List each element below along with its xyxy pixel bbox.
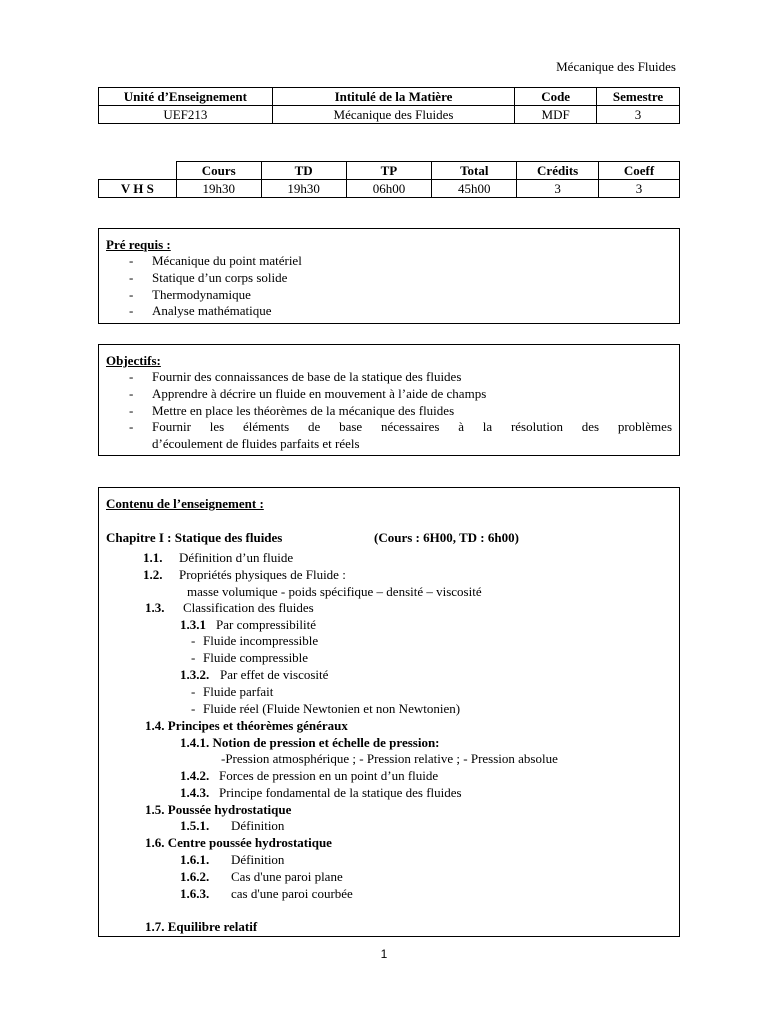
objective-item: Fournir des connaissances de base de la statique des fluides (152, 369, 462, 384)
course-table-cell: MDF (515, 106, 597, 124)
hours-table-cell: 06h00 (346, 180, 432, 198)
subsection-number: 1.6.2. (180, 869, 210, 884)
course-table-row (99, 106, 680, 124)
hours-table-header: Coeff (599, 162, 680, 180)
list-item: Fluide parfait (203, 684, 274, 699)
list-bullet: - (129, 303, 134, 318)
subsection-title: Par compressibilité (216, 617, 317, 632)
prerequisite-item: Mécanique du point matériel (152, 253, 302, 268)
objective-item: Apprendre à décrire un fluide en mouvement à l’aide de champs (152, 386, 487, 401)
objective-item: Mettre en place les théorèmes de la mécanique des fluides (152, 403, 455, 418)
hours-table-header: Crédits (517, 162, 599, 180)
course-table (98, 87, 680, 124)
hours-table-cell: 3 (599, 180, 680, 198)
section-detail: masse volumique - poids spécifique – densité – viscosité (187, 584, 482, 599)
list-bullet: - (129, 253, 134, 268)
subsection-number: 1.6.1. (180, 852, 210, 867)
list-bullet: - (129, 386, 134, 401)
subsection-title: Forces de pression en un point d’un fluide (219, 768, 439, 783)
content-box (98, 487, 680, 937)
chapter-title: Chapitre I : Statique des fluides (106, 530, 283, 545)
objective-item-continuation: d’écoulement de fluides parfaits et réels (152, 436, 360, 451)
prerequisites-title: Pré requis : (106, 237, 171, 252)
objective-item: Fournir les éléments de base nécessaires à la résolution des problèmes (152, 419, 672, 434)
hours-table-cell: 19h30 (176, 180, 261, 198)
subsection-number: 1.5.1. (180, 818, 210, 833)
subsection-title: Cas d'une paroi plane (231, 869, 343, 884)
list-bullet: - (191, 684, 196, 699)
hours-table-cell: 19h30 (261, 180, 346, 198)
course-table-header: Semestre (597, 88, 680, 106)
hours-table-header: TD (261, 162, 346, 180)
section-detail: -Pression atmosphérique ; - Pression relative ; - Pression absolue (221, 751, 558, 766)
list-bullet: - (191, 650, 196, 665)
subsection-title: Par effet de viscosité (220, 667, 329, 682)
hours-table (98, 161, 680, 198)
section-title: Définition d’un fluide (179, 550, 294, 565)
subsection-title: Définition (231, 852, 285, 867)
subsection-title: Principe fondamental de la statique des fluides (219, 785, 462, 800)
hours-table-cell: 3 (517, 180, 599, 198)
page-number: 1 (380, 947, 388, 961)
list-bullet: - (129, 403, 134, 418)
section-number: 1.1. (143, 550, 163, 565)
section-number: 1.2. (143, 567, 163, 582)
subsection-number: 1.4.3. (180, 785, 210, 800)
course-table-header-row (99, 88, 680, 106)
list-bullet: - (129, 419, 134, 434)
section-title: 1.6. Centre poussée hydrostatique (145, 835, 332, 850)
section-number: 1.3. (145, 600, 165, 615)
objectives-title: Objectifs: (106, 353, 161, 368)
course-table-header: Code (515, 88, 597, 106)
hours-table-header: Total (432, 162, 517, 180)
prerequisites-box (98, 228, 680, 324)
course-table-header: Intitulé de la Matière (272, 88, 514, 106)
course-table-cell: 3 (597, 106, 680, 124)
subsection-number: 1.4.2. (180, 768, 210, 783)
subsection-title: 1.4.1. Notion de pression et échelle de pression: (180, 735, 440, 750)
section-title: 1.5. Poussée hydrostatique (145, 802, 292, 817)
content-title: Contenu de l’enseignement : (106, 496, 264, 511)
course-table-cell: UEF213 (99, 106, 273, 124)
objectives-box (98, 344, 680, 456)
hours-table-empty-corner (99, 162, 177, 180)
course-table-header: Unité d’Enseignement (99, 88, 273, 106)
prerequisite-item: Analyse mathématique (152, 303, 272, 318)
section-title: Classification des fluides (183, 600, 314, 615)
hours-table-header-row (99, 162, 680, 180)
subsection-number: 1.3.2. (180, 667, 210, 682)
hours-table-header: TP (346, 162, 432, 180)
subsection-number: 1.6.3. (180, 886, 210, 901)
hours-table-cell: 45h00 (432, 180, 517, 198)
list-item: Fluide compressible (203, 650, 309, 665)
list-bullet: - (191, 633, 196, 648)
hours-table-row-label: V H S (99, 180, 177, 198)
prerequisite-item: Statique d’un corps solide (152, 270, 288, 285)
section-title: 1.4. Principes et théorèmes généraux (145, 718, 348, 733)
chapter-hours: (Cours : 6H00, TD : 6h00) (374, 530, 519, 545)
list-item: Fluide réel (Fluide Newtonien et non Newtonien) (203, 701, 461, 716)
subsection-title: Définition (231, 818, 285, 833)
list-item: Fluide incompressible (203, 633, 319, 648)
subsection-number: 1.3.1 (180, 617, 206, 632)
hours-table-row (99, 180, 680, 198)
section-title: Propriétés physiques de Fluide : (179, 567, 346, 582)
list-bullet: - (129, 369, 134, 384)
course-table-cell: Mécanique des Fluides (272, 106, 514, 124)
list-bullet: - (191, 701, 196, 716)
section-title: 1.7. Equilibre relatif (145, 919, 258, 934)
subsection-title: cas d'une paroi courbée (231, 886, 353, 901)
hours-table-header: Cours (176, 162, 261, 180)
list-bullet: - (129, 270, 134, 285)
prerequisite-item: Thermodynamique (152, 287, 251, 302)
list-bullet: - (129, 287, 134, 302)
page-header-subject: Mécanique des Fluides (556, 59, 676, 74)
